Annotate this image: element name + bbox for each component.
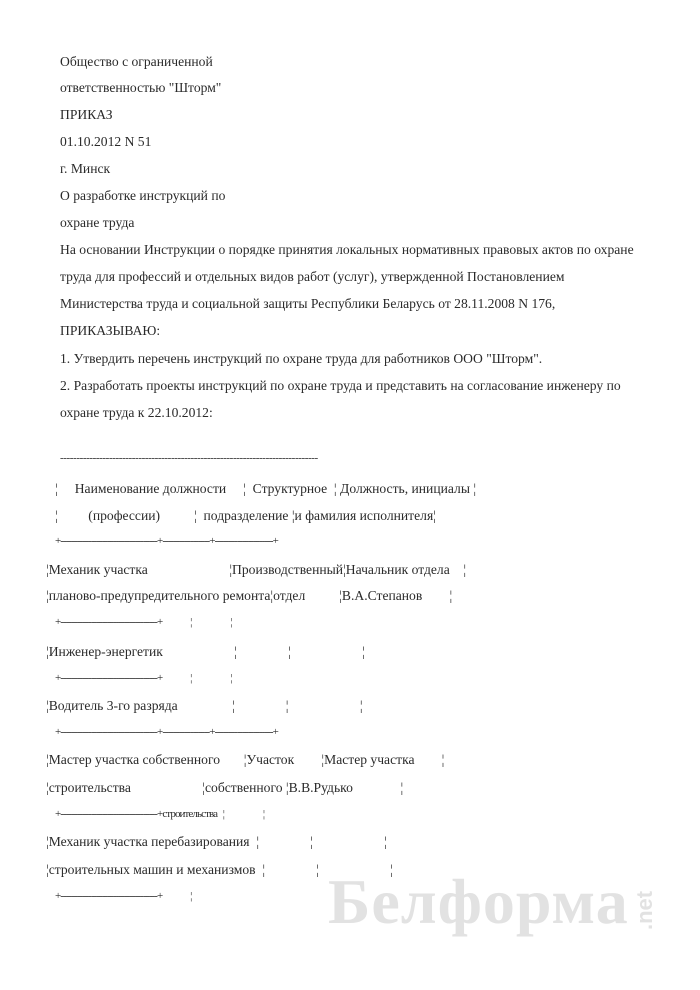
- org-name-line-2: ответственностью "Шторм": [60, 80, 222, 95]
- table-line: ¦Механик участка перебазирования ¦ ¦ ¦: [46, 834, 387, 849]
- table-line: ¦ Наименование должности ¦ Структурное ¦ Должность, инициалы ¦: [55, 481, 477, 496]
- document-type: ПРИКАЗ: [60, 107, 113, 122]
- table-line: +-----------------------------------+-----------------+---------------------+: [55, 535, 278, 547]
- table-line: +-----------------------------------+ ¦ ¦: [55, 672, 232, 684]
- table-line: -------------------------------------------------------------------------------: [60, 452, 318, 464]
- document-date-number: 01.10.2012 N 51: [60, 134, 152, 149]
- watermark-logo: Белформа: [328, 866, 629, 937]
- order-word: ПРИКАЗЫВАЮ:: [60, 323, 161, 338]
- watermark-suffix: .net: [632, 890, 657, 930]
- table-line: +-----------------------------------+ ¦: [55, 890, 192, 902]
- table-line: ¦Механик участка ¦Производственный¦Начальник отдела ¦: [46, 562, 467, 577]
- document-city: г. Минск: [60, 161, 111, 176]
- table-line: ¦ (профессии) ¦ подразделение ¦и фамилия исполнителя¦: [55, 508, 436, 523]
- table-line: ¦Мастер участка собственного ¦Участок ¦Мастер участка ¦: [46, 752, 445, 767]
- subject-line-1: О разработке инструкций по: [60, 188, 226, 203]
- table-line: ¦строительных машин и механизмов ¦ ¦ ¦: [46, 862, 393, 877]
- basis-line-2: труда для профессий и отдельных видов работ (услуг), утвержденной Постановлением: [60, 269, 565, 284]
- org-name-line-1: Общество с ограниченной: [60, 54, 213, 69]
- table-line: ¦Инженер-энергетик ¦ ¦ ¦: [46, 644, 365, 659]
- basis-line-3: Министерства труда и социальной защиты Республики Беларусь от 28.11.2008 N 176,: [60, 296, 556, 311]
- order-item-1: 1. Утвердить перечень инструкций по охране труда для работников ООО "Шторм".: [60, 351, 543, 366]
- table-line: ¦строительства ¦собственного ¦В.В.Рудько ¦: [46, 780, 404, 795]
- order-item-2-line-2: охране труда к 22.10.2012:: [60, 405, 213, 420]
- subject-line-2: охране труда: [60, 215, 135, 230]
- table-line: +-----------------------------------+строительства ¦ ¦: [55, 808, 265, 820]
- table-line: +-----------------------------------+ ¦ ¦: [55, 616, 232, 628]
- table-line: ¦Водитель 3-го разряда ¦ ¦ ¦: [46, 698, 363, 713]
- table-line: +-----------------------------------+-----------------+---------------------+: [55, 726, 278, 738]
- order-item-2-line-1: 2. Разработать проекты инструкций по охране труда и представить на согласование инженеру по: [60, 378, 621, 393]
- basis-line-1: На основании Инструкции о порядке принятия локальных нормативных правовых актов по охране: [60, 242, 634, 257]
- table-line: ¦планово-предупредительного ремонта¦отдел ¦В.А.Степанов ¦: [46, 588, 453, 603]
